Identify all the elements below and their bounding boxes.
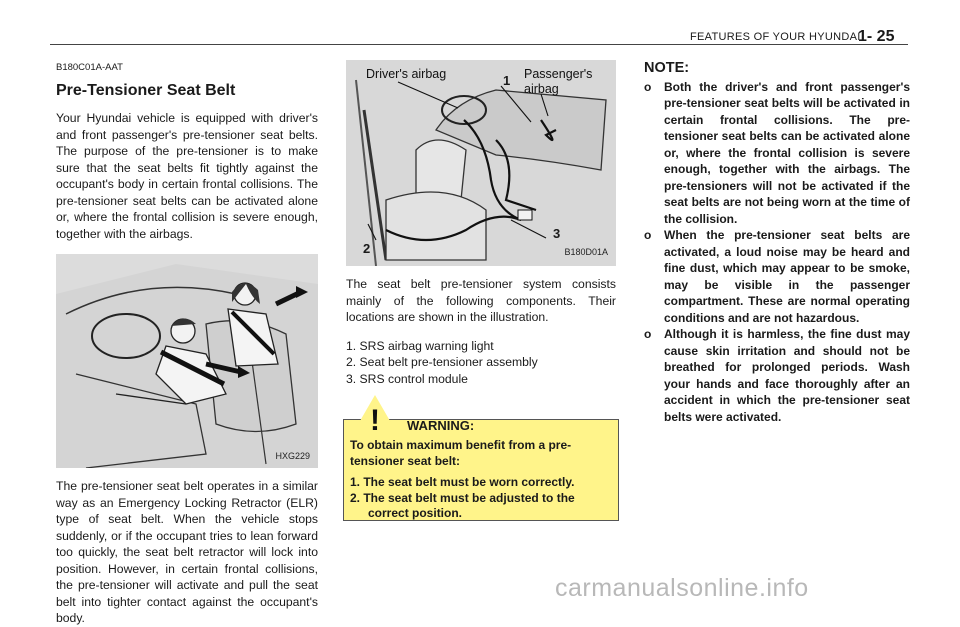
warning-list <box>350 475 612 522</box>
list-item: 2. Seat belt pre-tensioner assembly <box>346 355 538 369</box>
watermark: carmanualsonline.info <box>555 574 809 602</box>
middle-column <box>346 60 616 387</box>
warning-triangle-icon <box>352 394 398 434</box>
warning-box <box>343 419 619 521</box>
bullet: o <box>644 79 652 94</box>
components-illustration <box>346 60 616 266</box>
components-paragraph: The seat belt pre-tensioner system consists mainly of the following components. Their locations are shown in the illustration. <box>346 277 616 324</box>
intro-paragraph: Your Hyundai vehicle is equipped with driver's and front passenger's pre-tensioner seat belts. The purpose of the pre-tensioner is to make sure that the seat belts fit tightly against the occupant's body in certain frontal collisions. The pre-tensioner seat belts can be activated alone or, where the frontal collision is severe enough, together with the airbags. <box>56 111 318 241</box>
section-heading: Pre-Tensioner Seat Belt <box>56 81 236 99</box>
bullet: o <box>644 228 652 242</box>
components-drawing <box>346 60 616 266</box>
figure-code: HXG229 <box>275 450 310 461</box>
warning-symbol: ! <box>370 404 380 434</box>
callout-1: 1 <box>503 73 511 88</box>
operation-paragraph: The pre-tensioner seat belt operates in a similar way as an Emergency Locking Retractor (ELR) type of seat belt. When the vehicle stops suddenly, or if the occupant tries to lean forward too quickly, the seat belt retractor will lock into position. However, in certain frontal collisions, the pre-tensioner will activate and pull the seat belt into tighter contact against the occupant's body. <box>56 479 318 625</box>
notes-list <box>644 79 910 426</box>
warning-title: WARNING: <box>407 418 475 433</box>
passengers-airbag-label-line1: Passenger's <box>524 67 593 81</box>
drivers-airbag-label: Driver's airbag <box>366 67 447 81</box>
passengers-airbag-label-line2: airbag <box>524 82 559 96</box>
page-number: 1- 25 <box>858 28 895 45</box>
section-code: B180C01A-AAT <box>56 62 123 73</box>
list-item: 2. The seat belt must be adjusted to the correct position. <box>350 490 575 520</box>
list-item: 3. SRS control module <box>346 371 468 386</box>
list-item: 1. SRS airbag warning light <box>346 338 494 353</box>
figure-code: B180D01A <box>564 246 608 257</box>
occupants-drawing <box>56 254 318 468</box>
callout-3: 3 <box>553 226 561 241</box>
header-rule <box>50 44 908 45</box>
list-item: o When the pre-tensioner seat belts are activated, a loud noise may be heard and fine dust, which may appear to be smoke, may be visible in the passenger compartment. These are normal operating conditions and are not hazardous. <box>644 228 910 325</box>
left-column <box>56 60 318 627</box>
list-item: 1. The seat belt must be worn correctly. <box>350 475 575 489</box>
callout-2: 2 <box>363 241 371 256</box>
right-column <box>644 60 910 425</box>
components-list <box>346 338 616 388</box>
occupants-illustration <box>56 254 318 468</box>
bullet: o <box>644 327 652 341</box>
running-header-title: FEATURES OF YOUR HYUNDAI <box>690 31 861 43</box>
note-title: NOTE: <box>644 60 690 76</box>
list-item: o Although it is harmless, the fine dust may cause skin irritation and should not be breathed for prolonged periods. Wash your hands and face thoroughly after an accident in which the pre-tensioner seat belts were activated. <box>644 327 910 424</box>
warning-intro: To obtain maximum benefit from a pre-tensioner seat belt: <box>350 438 572 468</box>
list-item: o Both the driver's and front passenger's pre-tensioner seat belts will be activated in certain frontal collisions. The pre-tensioner seat belts can be activated alone or, where the frontal collision is severe enough, together with the airbags. The pre-tensioners will not be activated if the seat belts are not being worn at the time of the collision. <box>644 79 910 226</box>
